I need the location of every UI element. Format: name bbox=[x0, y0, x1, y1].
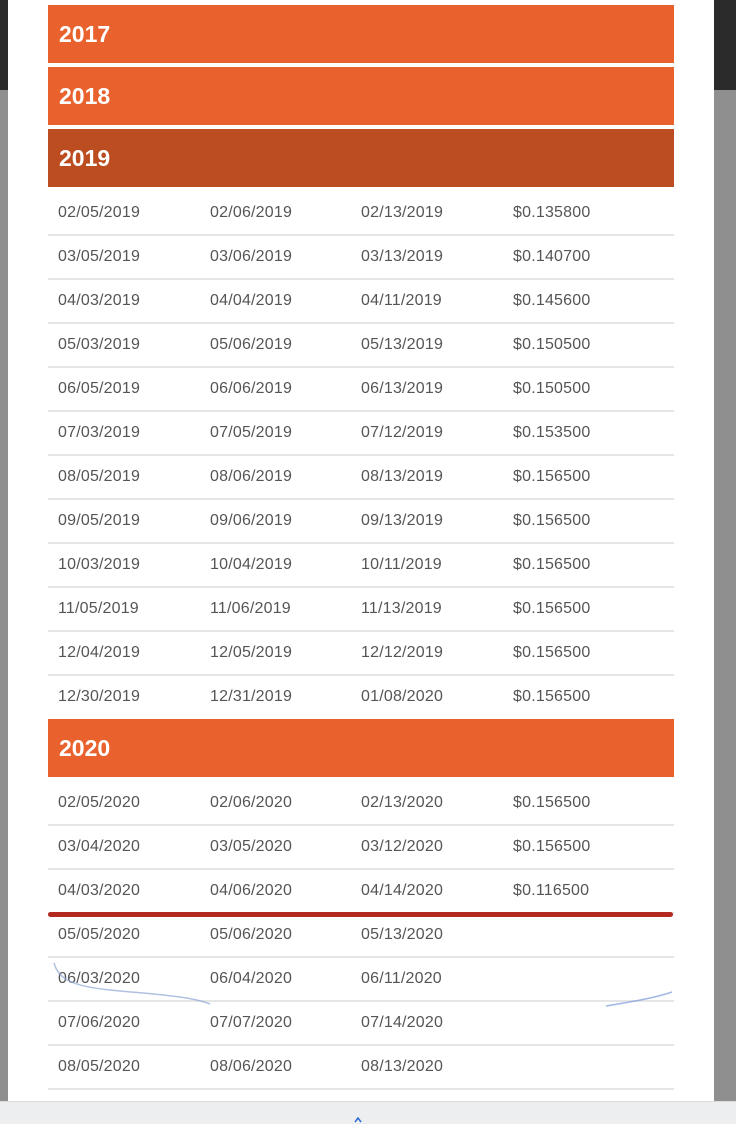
cell-ex-date: 07/07/2020 bbox=[210, 1014, 293, 1031]
cell-ex-date: 12/31/2019 bbox=[210, 688, 293, 705]
cell-amount: $0.116500 bbox=[513, 882, 590, 899]
cell-declared-date: 02/05/2020 bbox=[58, 794, 141, 811]
cell-amount: $0.140700 bbox=[513, 248, 591, 265]
cell-pay-date: 08/13/2019 bbox=[361, 468, 444, 485]
cell-ex-date: 06/06/2019 bbox=[210, 380, 293, 397]
cell-amount: $0.156500 bbox=[513, 838, 591, 855]
cell-declared-date: 06/05/2019 bbox=[58, 380, 141, 397]
cell-amount: $0.156500 bbox=[513, 644, 591, 661]
cell-pay-date: 05/13/2020 bbox=[361, 926, 444, 943]
cell-pay-date: 02/13/2020 bbox=[361, 794, 444, 811]
cell-ex-date: 02/06/2020 bbox=[210, 794, 293, 811]
cell-ex-date: 08/06/2019 bbox=[210, 468, 293, 485]
cell-amount: $0.150500 bbox=[513, 336, 591, 353]
year-header-2019[interactable]: 2019 bbox=[48, 129, 674, 187]
cell-amount: $0.156500 bbox=[513, 794, 591, 811]
cell-pay-date: 07/12/2019 bbox=[361, 424, 444, 441]
cell-ex-date: 05/06/2020 bbox=[210, 926, 293, 943]
cell-pay-date: 12/12/2019 bbox=[361, 644, 444, 661]
cell-declared-date: 06/03/2020 bbox=[58, 970, 141, 987]
pen-stroke-left bbox=[54, 963, 210, 1004]
cell-amount: $0.150500 bbox=[513, 380, 591, 397]
cell-declared-date: 09/05/2019 bbox=[58, 512, 141, 529]
cell-pay-date: 01/08/2020 bbox=[361, 688, 444, 705]
cell-pay-date: 08/13/2020 bbox=[361, 1058, 444, 1075]
cell-declared-date: 07/06/2020 bbox=[58, 1014, 141, 1031]
cell-pay-date: 07/14/2020 bbox=[361, 1014, 444, 1031]
cell-amount: $0.156500 bbox=[513, 600, 591, 617]
cell-declared-date: 08/05/2019 bbox=[58, 468, 141, 485]
bottom-browser-bar bbox=[0, 1101, 736, 1124]
cell-pay-date: 09/13/2019 bbox=[361, 512, 444, 529]
cell-ex-date: 10/04/2019 bbox=[210, 556, 293, 573]
cell-ex-date: 08/06/2020 bbox=[210, 1058, 293, 1075]
cell-declared-date: 03/04/2020 bbox=[58, 838, 141, 855]
cell-ex-date: 11/06/2019 bbox=[210, 600, 291, 617]
cell-declared-date: 02/05/2019 bbox=[58, 204, 141, 221]
cell-ex-date: 04/04/2019 bbox=[210, 292, 293, 309]
cell-pay-date: 06/11/2020 bbox=[361, 970, 442, 987]
cell-pay-date: 04/11/2019 bbox=[361, 292, 442, 309]
cell-amount: $0.145600 bbox=[513, 292, 591, 309]
cell-amount: $0.156500 bbox=[513, 468, 591, 485]
cell-ex-date: 04/06/2020 bbox=[210, 882, 293, 899]
cell-ex-date: 07/05/2019 bbox=[210, 424, 293, 441]
cell-ex-date: 02/06/2019 bbox=[210, 204, 293, 221]
cell-pay-date: 05/13/2019 bbox=[361, 336, 444, 353]
cell-amount: $0.156500 bbox=[513, 556, 591, 573]
cell-ex-date: 06/04/2020 bbox=[210, 970, 293, 987]
cell-ex-date: 03/05/2020 bbox=[210, 838, 293, 855]
cell-declared-date: 07/03/2019 bbox=[58, 424, 141, 441]
cell-declared-date: 04/03/2020 bbox=[58, 882, 141, 899]
year-header-2018[interactable]: 2018 bbox=[48, 67, 674, 125]
pen-stroke-right bbox=[606, 992, 672, 1006]
cell-ex-date: 09/06/2019 bbox=[210, 512, 293, 529]
cell-pay-date: 06/13/2019 bbox=[361, 380, 444, 397]
cell-declared-date: 11/05/2019 bbox=[58, 600, 139, 617]
cell-pay-date: 02/13/2019 bbox=[361, 204, 444, 221]
year-header-2017[interactable]: 2017 bbox=[48, 5, 674, 63]
cell-declared-date: 12/04/2019 bbox=[58, 644, 141, 661]
cell-pay-date: 03/13/2019 bbox=[361, 248, 444, 265]
cell-declared-date: 05/03/2019 bbox=[58, 336, 141, 353]
cell-ex-date: 05/06/2019 bbox=[210, 336, 293, 353]
cell-amount: $0.156500 bbox=[513, 512, 591, 529]
cell-declared-date: 05/05/2020 bbox=[58, 926, 141, 943]
cell-amount: $0.153500 bbox=[513, 424, 591, 441]
cell-declared-date: 03/05/2019 bbox=[58, 248, 141, 265]
cell-ex-date: 12/05/2019 bbox=[210, 644, 293, 661]
cell-pay-date: 04/14/2020 bbox=[361, 882, 444, 899]
year-header-2020[interactable]: 2020 bbox=[48, 719, 674, 777]
cell-pay-date: 11/13/2019 bbox=[361, 600, 442, 617]
cell-declared-date: 12/30/2019 bbox=[58, 688, 141, 705]
cell-amount: $0.135800 bbox=[513, 204, 591, 221]
cell-pay-date: 10/11/2019 bbox=[361, 556, 442, 573]
cell-ex-date: 03/06/2019 bbox=[210, 248, 293, 265]
cell-amount: $0.156500 bbox=[513, 688, 591, 705]
cell-declared-date: 10/03/2019 bbox=[58, 556, 141, 573]
cell-declared-date: 08/05/2020 bbox=[58, 1058, 141, 1075]
cell-pay-date: 03/12/2020 bbox=[361, 838, 444, 855]
cell-declared-date: 04/03/2019 bbox=[58, 292, 141, 309]
